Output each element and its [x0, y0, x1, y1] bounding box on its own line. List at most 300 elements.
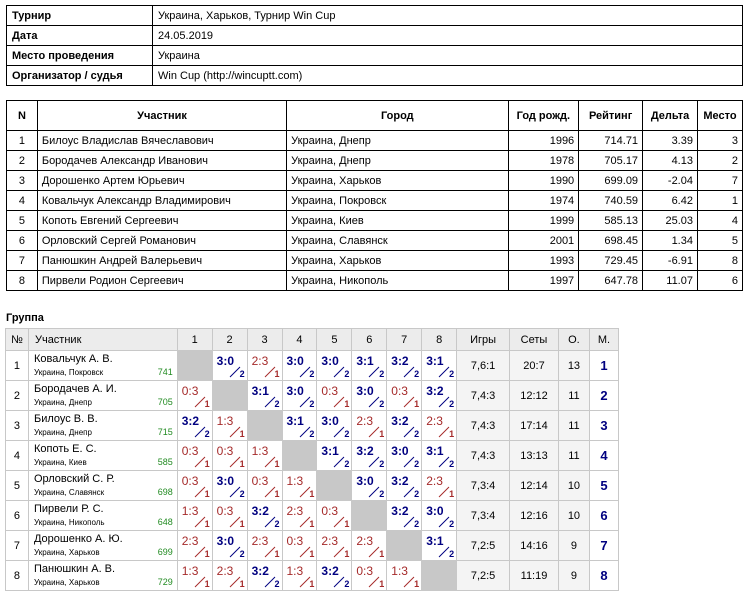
match-result-cell [282, 381, 317, 411]
row-number: 7 [6, 531, 29, 561]
participant-rating: 729.45 [579, 251, 643, 271]
match-result-cell [352, 531, 387, 561]
match-score: 3:2 [391, 504, 409, 518]
match-score: 0:3 [181, 384, 199, 398]
match-points: 2 [344, 459, 350, 469]
participant-row [7, 271, 743, 291]
participant-city: Украина, Днепр [287, 151, 508, 171]
participant-delta: 3.39 [643, 131, 698, 151]
sets-stat: 17:14 [510, 411, 559, 441]
info-row [7, 66, 743, 86]
match-points: 2 [379, 399, 385, 409]
match-result-cell [177, 381, 212, 411]
match-points: 1 [274, 489, 280, 499]
participant-city: Украина, Покровск [287, 191, 508, 211]
match-score: 2:3 [426, 474, 443, 488]
match-result-cell [247, 471, 282, 501]
header-year: Год рожд. [508, 101, 579, 131]
match-result-cell [282, 531, 317, 561]
row-number: 4 [6, 441, 29, 471]
crosstable-row [6, 411, 619, 441]
final-place: 1 [589, 351, 618, 381]
match-result-cell [212, 471, 247, 501]
participant-rating: 647.78 [579, 271, 643, 291]
player-rating: 715 [157, 427, 173, 437]
participant-city: Украина, Киев [287, 211, 508, 231]
match-score: 0:3 [321, 504, 339, 518]
grid-header-sets: Сеты [510, 329, 559, 351]
match-result-cell [247, 351, 282, 381]
participant-year: 1999 [508, 211, 579, 231]
player-cell [28, 351, 177, 381]
player-cell [28, 501, 177, 531]
self-match-cell [387, 531, 422, 561]
match-score: 3:2 [391, 354, 409, 368]
participant-city: Украина, Никополь [287, 271, 508, 291]
player-city: Украина, Харьков [33, 548, 100, 557]
match-score: 0:3 [286, 534, 304, 548]
match-score: 3:0 [356, 384, 374, 398]
match-result-cell [212, 441, 247, 471]
player-city: Украина, Киев [33, 458, 87, 467]
match-points: 1 [204, 519, 210, 529]
final-place: 6 [589, 501, 618, 531]
match-score: 3:2 [251, 564, 269, 578]
participant-n: 6 [7, 231, 38, 251]
header-delta: Дельта [643, 101, 698, 131]
match-result-cell [282, 351, 317, 381]
participant-city: Украина, Славянск [287, 231, 508, 251]
participant-row [7, 171, 743, 191]
match-points: 1 [414, 399, 420, 409]
match-score: 3:1 [321, 444, 339, 458]
match-result-cell [212, 411, 247, 441]
player-cell [28, 411, 177, 441]
player-name: Билоус В. В. [33, 413, 98, 425]
match-score: 2:3 [356, 534, 374, 548]
match-score: 3:1 [286, 414, 304, 428]
match-result-cell [317, 411, 352, 441]
match-result-cell [282, 561, 317, 591]
participant-rating: 705.17 [579, 151, 643, 171]
match-result-cell [317, 351, 352, 381]
participant-year: 1974 [508, 191, 579, 211]
match-points: 1 [414, 579, 420, 589]
points-stat: 10 [558, 471, 589, 501]
player-city: Украина, Харьков [33, 578, 100, 587]
participant-year: 1978 [508, 151, 579, 171]
match-points: 1 [449, 429, 455, 439]
match-result-cell [282, 471, 317, 501]
match-points: 1 [239, 429, 245, 439]
games-stat: 7,2:5 [457, 531, 510, 561]
grid-header-place: М. [589, 329, 618, 351]
row-number: 1 [6, 351, 29, 381]
participant-rating: 699.09 [579, 171, 643, 191]
match-result-cell [387, 381, 422, 411]
row-number: 6 [6, 501, 29, 531]
match-points: 1 [204, 489, 210, 499]
participant-n: 3 [7, 171, 38, 191]
participant-delta: 6.42 [643, 191, 698, 211]
participant-name: Орловский Сергей Романович [37, 231, 286, 251]
player-rating: 699 [157, 547, 173, 557]
match-points: 2 [344, 369, 350, 379]
grid-header-games: Игры [457, 329, 510, 351]
match-score: 3:0 [286, 354, 304, 368]
match-result-cell [352, 471, 387, 501]
match-result-cell [317, 531, 352, 561]
grid-header-col: 3 [247, 329, 282, 351]
sets-stat: 13:13 [510, 441, 559, 471]
participant-n: 8 [7, 271, 38, 291]
match-score: 2:3 [356, 414, 374, 428]
row-number: 8 [6, 561, 29, 591]
info-label: Место проведения [7, 46, 153, 66]
player-name: Бородачев А. И. [33, 383, 117, 395]
player-name: Панюшкин А. В. [33, 563, 116, 575]
row-number: 3 [6, 411, 29, 441]
player-cell [28, 471, 177, 501]
match-points: 2 [414, 369, 420, 379]
participant-year: 1990 [508, 171, 579, 191]
participant-city: Украина, Харьков [287, 251, 508, 271]
participant-delta: -6.91 [643, 251, 698, 271]
match-points: 2 [379, 489, 385, 499]
match-score: 3:0 [286, 384, 304, 398]
match-points: 2 [414, 519, 420, 529]
match-score: 3:1 [251, 384, 269, 398]
match-score: 3:2 [356, 444, 374, 458]
match-points: 2 [239, 489, 245, 499]
match-result-cell [212, 351, 247, 381]
crosstable-row [6, 561, 619, 591]
match-points: 2 [274, 579, 280, 589]
match-result-cell [247, 561, 282, 591]
player-cell [28, 381, 177, 411]
match-score: 0:3 [216, 504, 234, 518]
info-label: Дата [7, 26, 153, 46]
games-stat: 7,6:1 [457, 351, 510, 381]
row-number: 2 [6, 381, 29, 411]
match-points: 1 [274, 549, 280, 559]
match-points: 1 [344, 519, 350, 529]
final-place: 3 [589, 411, 618, 441]
player-city: Украина, Никополь [33, 518, 105, 527]
match-score: 0:3 [321, 384, 339, 398]
match-score: 1:3 [216, 414, 234, 428]
crosstable-row [6, 471, 619, 501]
match-points: 2 [204, 429, 210, 439]
match-score: 0:3 [391, 384, 408, 398]
match-result-cell [422, 381, 457, 411]
match-result-cell [177, 471, 212, 501]
participant-rating: 698.45 [579, 231, 643, 251]
match-score: 1:3 [286, 564, 304, 578]
points-stat: 11 [558, 411, 589, 441]
match-score: 1:3 [391, 564, 408, 578]
match-score: 0:3 [181, 444, 199, 458]
participant-year: 1993 [508, 251, 579, 271]
participant-name: Панюшкин Андрей Валерьевич [37, 251, 286, 271]
participant-n: 1 [7, 131, 38, 151]
final-place: 4 [589, 441, 618, 471]
player-cell [28, 531, 177, 561]
participant-place: 8 [697, 251, 742, 271]
match-score: 1:3 [286, 474, 304, 488]
match-points: 2 [449, 399, 455, 409]
match-points: 1 [274, 369, 280, 379]
crosstable-header-row [6, 329, 619, 351]
match-score: 2:3 [251, 534, 269, 548]
match-result-cell [387, 351, 422, 381]
player-city: Украина, Днепр [33, 398, 92, 407]
crosstable-row [6, 351, 619, 381]
sets-stat: 12:16 [510, 501, 559, 531]
match-score: 3:2 [321, 564, 339, 578]
match-score: 3:2 [391, 474, 409, 488]
points-stat: 13 [558, 351, 589, 381]
info-label: Организатор / судья [7, 66, 153, 86]
participant-rating: 714.71 [579, 131, 643, 151]
participant-city: Украина, Харьков [287, 171, 508, 191]
crosstable-row [6, 441, 619, 471]
crosstable-row [6, 381, 619, 411]
match-score: 3:1 [426, 534, 444, 548]
participant-name: Ковальчук Александр Владимирович [37, 191, 286, 211]
match-score: 3:1 [426, 444, 444, 458]
match-points: 2 [309, 399, 315, 409]
match-points: 2 [239, 369, 245, 379]
participant-year: 2001 [508, 231, 579, 251]
player-name: Пирвели Р. С. [33, 503, 104, 515]
participant-row [7, 151, 743, 171]
match-result-cell [422, 471, 457, 501]
points-stat: 9 [558, 531, 589, 561]
match-result-cell [422, 411, 457, 441]
player-cell [28, 441, 177, 471]
player-city: Украина, Покровск [33, 368, 104, 377]
self-match-cell [247, 411, 282, 441]
match-result-cell [247, 381, 282, 411]
player-city: Украина, Славянск [33, 488, 105, 497]
participant-place: 4 [697, 211, 742, 231]
match-score: 3:0 [216, 354, 234, 368]
match-result-cell [177, 501, 212, 531]
sets-stat: 12:14 [510, 471, 559, 501]
games-stat: 7,3:4 [457, 471, 510, 501]
match-score: 3:0 [216, 474, 234, 488]
match-points: 2 [239, 549, 245, 559]
participant-year: 1996 [508, 131, 579, 151]
match-score: 3:2 [426, 384, 444, 398]
match-points: 2 [414, 459, 420, 469]
match-points: 2 [379, 459, 385, 469]
group-crosstable [5, 328, 619, 591]
grid-header-col: 5 [317, 329, 352, 351]
match-points: 2 [309, 369, 315, 379]
grid-header-col: 1 [177, 329, 212, 351]
info-value: Украина, Харьков, Турнир Win Cup [153, 6, 743, 26]
points-stat: 9 [558, 561, 589, 591]
player-rating: 741 [157, 367, 173, 377]
match-result-cell [317, 561, 352, 591]
grid-header-col: 8 [422, 329, 457, 351]
header-n: N [7, 101, 38, 131]
crosstable-row [6, 501, 619, 531]
self-match-cell [282, 441, 317, 471]
match-points: 2 [344, 429, 350, 439]
participant-n: 7 [7, 251, 38, 271]
final-place: 2 [589, 381, 618, 411]
match-score: 3:2 [391, 414, 409, 428]
match-result-cell [317, 381, 352, 411]
self-match-cell [352, 501, 387, 531]
match-result-cell [387, 501, 422, 531]
match-result-cell [387, 441, 422, 471]
match-points: 1 [344, 399, 350, 409]
match-points: 2 [449, 459, 455, 469]
player-city: Украина, Днепр [33, 428, 92, 437]
match-points: 1 [309, 489, 315, 499]
player-name: Дорошенко А. Ю. [33, 533, 123, 545]
match-result-cell [422, 351, 457, 381]
participant-name: Пирвели Родион Сергеевич [37, 271, 286, 291]
match-points: 2 [274, 399, 280, 409]
participant-row [7, 191, 743, 211]
info-row [7, 6, 743, 26]
match-result-cell [352, 561, 387, 591]
points-stat: 11 [558, 381, 589, 411]
info-value: 24.05.2019 [153, 26, 743, 46]
participant-delta: 25.03 [643, 211, 698, 231]
match-score: 3:1 [426, 354, 444, 368]
match-score: 2:3 [181, 534, 199, 548]
match-points: 2 [309, 429, 315, 439]
participant-place: 7 [697, 171, 742, 191]
tournament-info-table [6, 5, 743, 86]
info-label: Турнир [7, 6, 153, 26]
match-result-cell [212, 561, 247, 591]
games-stat: 7,4:3 [457, 411, 510, 441]
match-score: 1:3 [181, 504, 199, 518]
games-stat: 7,3:4 [457, 501, 510, 531]
match-result-cell [177, 441, 212, 471]
match-points: 1 [239, 579, 245, 589]
row-number: 5 [6, 471, 29, 501]
self-match-cell [212, 381, 247, 411]
match-result-cell [247, 501, 282, 531]
player-name: Копоть Е. С. [33, 443, 97, 455]
player-rating: 705 [157, 397, 173, 407]
match-points: 1 [309, 579, 315, 589]
match-score: 2:3 [321, 534, 339, 548]
points-stat: 11 [558, 441, 589, 471]
match-points: 1 [344, 549, 350, 559]
match-points: 2 [274, 519, 280, 529]
sets-stat: 11:19 [510, 561, 559, 591]
match-result-cell [352, 351, 387, 381]
match-result-cell [422, 501, 457, 531]
grid-header-name: Участник [28, 329, 177, 351]
match-result-cell [387, 561, 422, 591]
match-result-cell [317, 441, 352, 471]
match-score: 0:3 [251, 474, 269, 488]
grid-header-col: 7 [387, 329, 422, 351]
participants-header-row [7, 101, 743, 131]
participant-rating: 585.13 [579, 211, 643, 231]
match-points: 2 [379, 369, 385, 379]
participant-name: Дорошенко Артем Юрьевич [37, 171, 286, 191]
info-row [7, 46, 743, 66]
match-score: 1:3 [181, 564, 199, 578]
participant-name: Копоть Евгений Сергеевич [37, 211, 286, 231]
participant-row [7, 131, 743, 151]
match-result-cell [422, 531, 457, 561]
match-score: 3:2 [251, 504, 269, 518]
match-result-cell [212, 531, 247, 561]
match-points: 1 [204, 459, 210, 469]
match-points: 1 [204, 549, 210, 559]
match-points: 1 [449, 489, 455, 499]
participant-year: 1997 [508, 271, 579, 291]
match-score: 3:0 [356, 474, 374, 488]
player-cell [28, 561, 177, 591]
match-result-cell [177, 411, 212, 441]
match-result-cell [212, 501, 247, 531]
info-row [7, 26, 743, 46]
match-result-cell [387, 471, 422, 501]
participant-row [7, 211, 743, 231]
match-score: 3:0 [391, 444, 409, 458]
match-points: 1 [204, 399, 210, 409]
grid-header-col: 6 [352, 329, 387, 351]
player-name: Орловский С. Р. [33, 473, 115, 485]
participant-city: Украина, Днепр [287, 131, 508, 151]
match-points: 2 [414, 489, 420, 499]
participant-n: 2 [7, 151, 38, 171]
info-value: Украина [153, 46, 743, 66]
group-title: Группа [6, 312, 44, 324]
player-name: Ковальчук А. В. [33, 353, 113, 365]
match-points: 1 [239, 519, 245, 529]
match-result-cell [352, 381, 387, 411]
match-result-cell [317, 501, 352, 531]
participant-delta: 4.13 [643, 151, 698, 171]
match-result-cell [352, 441, 387, 471]
player-rating: 729 [157, 577, 173, 587]
match-points: 1 [379, 429, 385, 439]
sets-stat: 14:16 [510, 531, 559, 561]
match-points: 2 [449, 369, 455, 379]
match-score: 0:3 [216, 444, 234, 458]
header-city: Город [287, 101, 508, 131]
match-score: 0:3 [181, 474, 199, 488]
match-points: 2 [344, 579, 350, 589]
games-stat: 7,2:5 [457, 561, 510, 591]
grid-header-points: О. [558, 329, 589, 351]
match-score: 3:0 [321, 414, 339, 428]
match-points: 2 [449, 519, 455, 529]
participant-name: Билоус Владислав Вячеславович [37, 131, 286, 151]
participant-delta: 11.07 [643, 271, 698, 291]
games-stat: 7,4:3 [457, 381, 510, 411]
grid-header-col: 2 [212, 329, 247, 351]
participant-rating: 740.59 [579, 191, 643, 211]
games-stat: 7,4:3 [457, 441, 510, 471]
participant-n: 4 [7, 191, 38, 211]
match-result-cell [422, 441, 457, 471]
